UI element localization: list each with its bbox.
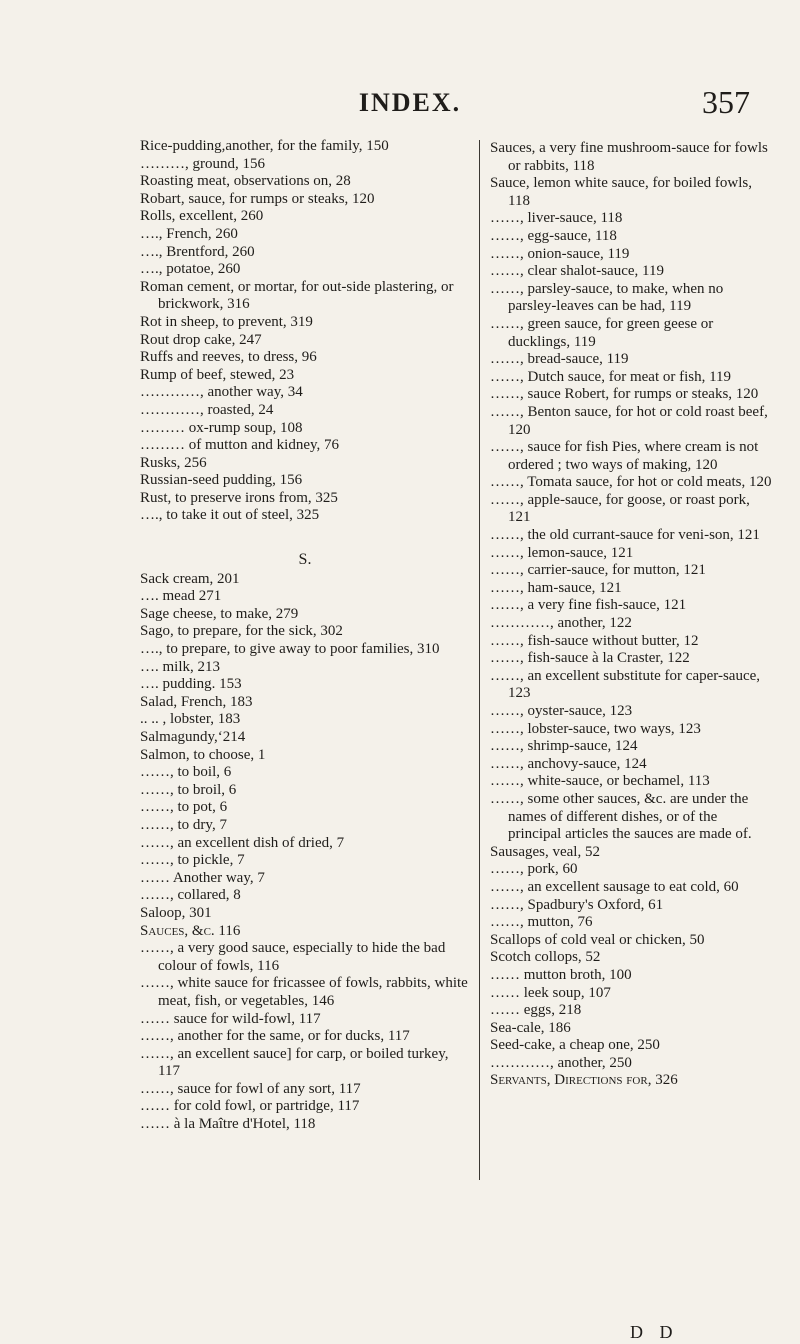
index-entry: …… sauce for wild-fowl, 117 [140, 1010, 321, 1027]
index-entry: Sago, to prepare, for the sick, 302 [140, 623, 343, 640]
index-entry: ……, oyster-sauce, 123 [490, 703, 633, 719]
index-entry: Seed-cake, a cheap one, 250 [490, 1037, 660, 1054]
index-entry: ……, another for the same, or for ducks, 117 [140, 1028, 410, 1045]
index-entry: …., French, 260 [140, 225, 238, 242]
section-gap [140, 525, 470, 547]
index-entry: .. .. , lobster, 183 [140, 711, 241, 728]
index-entry: ……, parsley-sauce, to make, when no parsley-leaves can be had, 119 [490, 280, 724, 315]
index-entry: ……, a very fine fish-sauce, 121 [490, 597, 687, 614]
index-entry: …… eggs, 218 [490, 1002, 582, 1019]
index-entry: Sausages, veal, 52 [490, 843, 600, 860]
index-entry: Rump of beef, stewed, 23 [140, 366, 295, 383]
index-entry: Sage cheese, to make, 279 [140, 605, 299, 622]
index-entry: ……, Tomata sauce, for hot or cold meats, 120 [490, 474, 772, 491]
index-entry: Scotch collops, 52 [490, 949, 601, 966]
section-letter: S. [298, 551, 312, 569]
index-entry: ……, the old currant-sauce for veni-son, 121 [490, 527, 760, 544]
index-entry: …………, roasted, 24 [140, 401, 274, 418]
index-entry: Roman cement, or mortar, for out-side plastering, or brickwork, 316 [140, 278, 454, 313]
index-entry: Sauces, a very fine mushroom-sauce for fowls or rabbits, 118 [490, 140, 768, 174]
index-entry: ……, pork, 60 [490, 861, 578, 878]
index-entry: …., to take it out of steel, 325 [140, 507, 320, 524]
index-entry: ……, sauce Robert, for rumps or steaks, 120 [490, 386, 759, 403]
index-entry: …………, another, 250 [490, 1054, 632, 1071]
index-entry: ……, Dutch sauce, for meat or fish, 119 [490, 368, 732, 385]
index-entry: Rusks, 256 [140, 454, 207, 471]
index-column-left [140, 138, 470, 1134]
index-entry: ……, fish-sauce without butter, 12 [490, 632, 699, 649]
index-entry: ……, ham-sauce, 121 [490, 579, 622, 596]
index-entry: …………, another, 122 [490, 615, 632, 632]
index-entry: Robart, sauce, for rumps or steaks, 120 [140, 190, 375, 207]
page-header [70, 84, 750, 128]
index-entry: ……, to dry, 7 [140, 816, 227, 833]
index-entry: Saloop, 301 [140, 904, 212, 921]
index-entry: Sea-cale, 186 [490, 1019, 571, 1036]
index-entry: ………, ground, 156 [140, 155, 265, 172]
index-entry: ……, white-sauce, or bechamel, 113 [490, 773, 710, 790]
index-entry: Rot in sheep, to prevent, 319 [140, 313, 313, 330]
index-entry: ……, bread-sauce, 119 [490, 351, 629, 368]
index-entry: Rice-pudding,another, for the family, 150 [140, 138, 389, 154]
index-entry: ……, an excellent dish of dried, 7 [140, 834, 345, 851]
index-entry: …., Brentford, 260 [140, 243, 255, 260]
index-entry: Servants, Directions for, 326 [490, 1072, 678, 1089]
index-entry: …… leek soup, 107 [490, 984, 611, 1001]
index-entry: ……, to broil, 6 [140, 781, 237, 798]
index-entry: Rout drop cake, 247 [140, 331, 262, 348]
index-entry: Sauce, lemon white sauce, for boiled fowls, 118 [490, 175, 753, 209]
page-title: INDEX. [358, 88, 462, 117]
index-entry: ……, apple-sauce, for goose, or roast pork, 121 [490, 491, 750, 526]
index-entry: ……, a very good sauce, especially to hide the bad colour of fowls, 116 [140, 940, 446, 974]
index-entry: ……, to boil, 6 [140, 764, 232, 781]
index-entry: ……, liver-sauce, 118 [490, 210, 623, 227]
signature-mark: D D [630, 1322, 679, 1342]
index-entry: Rolls, excellent, 260 [140, 208, 264, 225]
index-entry: ……, shrimp-sauce, 124 [490, 738, 638, 755]
index-entry: ……, clear shalot-sauce, 119 [490, 263, 664, 280]
page-number: 357 [702, 84, 750, 120]
index-entry: Sack cream, 201 [140, 570, 240, 587]
index-entry: ……, collared, 8 [140, 887, 241, 904]
index-entry: ……, lobster-sauce, two ways, 123 [490, 720, 701, 737]
index-entry: Rust, to preserve irons from, 325 [140, 489, 338, 506]
index-column-right [490, 140, 772, 1090]
index-entry: …… mutton broth, 100 [490, 966, 632, 983]
index-entry: …. milk, 213 [140, 658, 221, 675]
index-entry: ……… ox-rump soup, 108 [140, 419, 303, 436]
index-entry: ……, onion-sauce, 119 [490, 245, 630, 262]
index-entry: ……, anchovy-sauce, 124 [490, 755, 647, 772]
index-entry: ……, green sauce, for green geese or ducklings, 119 [490, 315, 714, 350]
index-entry: Sauces, &c. 116 [140, 922, 241, 939]
index-entry: …. pudding. 153 [140, 676, 242, 693]
index-entry: ……, an excellent sauce] for carp, or boiled turkey, 117 [140, 1045, 449, 1080]
index-entry: …. mead 271 [140, 588, 222, 605]
index-entry: ……, white sauce for fricassee of fowls, rabbits, white meat, fish, or vegetables, 146 [140, 975, 468, 1009]
index-entry: ……, some other sauces, &c. are under the names of different dishes, or of the principal articles the sauces are made of. [490, 790, 752, 843]
index-entry: …… for cold fowl, or partridge, 117 [140, 1098, 360, 1115]
index-entry: ……, fish-sauce à la Craster, 122 [490, 650, 690, 667]
index-entry: ……, carrier-sauce, for mutton, 121 [490, 562, 706, 579]
index-entry: …… à la Maître d'Hotel, 118 [140, 1116, 316, 1133]
index-entry: ……, Benton sauce, for hot or cold roast beef, 120 [490, 403, 768, 438]
index-entry: Salmon, to choose, 1 [140, 746, 266, 763]
index-entry: Roasting meat, observations on, 28 [140, 173, 351, 190]
index-entry: Salmagundy,‘214 [140, 729, 246, 745]
index-entry: …., to prepare, to give away to poor families, 310 [140, 641, 440, 658]
index-entry: ……… of mutton and kidney, 76 [140, 437, 340, 454]
index-entry: Salad, French, 183 [140, 693, 253, 710]
index-entry: ……, lemon-sauce, 121 [490, 544, 634, 561]
index-entry: …… Another way, 7 [140, 869, 265, 886]
index-entry: ……, sauce for fish Pies, where cream is not ordered ; two ways of making, 120 [490, 439, 759, 473]
index-entry: ……, egg-sauce, 118 [490, 227, 617, 244]
index-entry: …………, another way, 34 [140, 384, 303, 401]
index-entry: Scallops of cold veal or chicken, 50 [490, 931, 705, 948]
index-entry: ……, an excellent substitute for caper-sauce, 123 [490, 667, 761, 702]
index-entry: ……, an excellent sausage to eat cold, 60 [490, 878, 739, 895]
column-divider [479, 140, 480, 1180]
index-entry: Russian-seed pudding, 156 [140, 472, 303, 489]
index-entry: ……, Spadbury's Oxford, 61 [490, 896, 664, 913]
index-entry: ……, mutton, 76 [490, 914, 593, 931]
index-entry: ……, to pickle, 7 [140, 852, 245, 869]
index-entry: ……, to pot, 6 [140, 799, 228, 816]
index-entry: …., potatoe, 260 [140, 261, 241, 278]
index-entry: Ruffs and reeves, to dress, 96 [140, 349, 317, 366]
index-entry: ……, sauce for fowl of any sort, 117 [140, 1080, 361, 1097]
